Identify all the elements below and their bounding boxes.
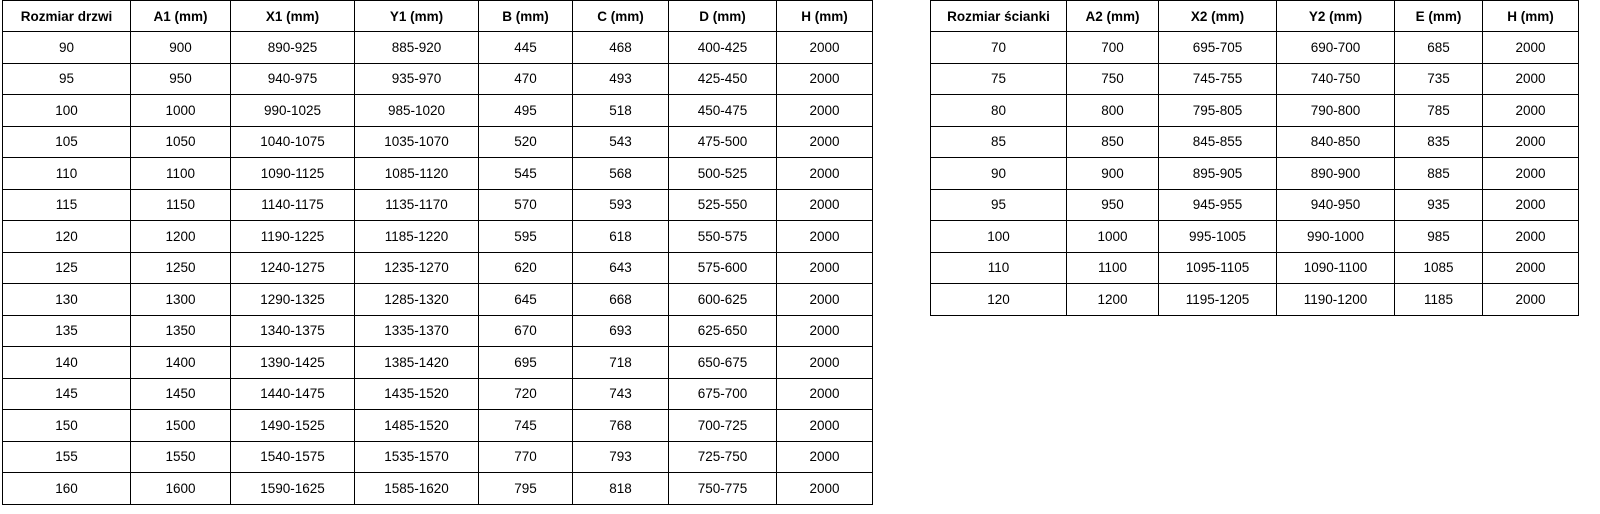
table-cell: 1385-1420: [355, 347, 479, 379]
doors-table-header: [3, 1, 873, 32]
table-cell: 1090-1125: [231, 158, 355, 190]
table-cell: 100: [3, 95, 131, 127]
table-cell: 90: [931, 158, 1067, 190]
table-cell: 575-600: [669, 252, 777, 284]
table-row: [3, 221, 873, 253]
table-row: [3, 95, 873, 127]
table-cell: 1035-1070: [355, 126, 479, 158]
table-cell: 2000: [777, 126, 873, 158]
table-cell: 75: [931, 63, 1067, 95]
table-cell: 950: [1067, 189, 1159, 221]
table-cell: 1140-1175: [231, 189, 355, 221]
table-cell: 120: [931, 284, 1067, 316]
table-cell: 695-705: [1159, 32, 1277, 64]
table-cell: 1550: [131, 441, 231, 473]
table-cell: 130: [3, 284, 131, 316]
table-cell: 475-500: [669, 126, 777, 158]
table-cell: 735: [1395, 63, 1483, 95]
walls-dimensions-table: [930, 0, 1579, 316]
table-cell: 2000: [1483, 126, 1579, 158]
table-cell: 1335-1370: [355, 315, 479, 347]
table-cell: 845-855: [1159, 126, 1277, 158]
table-cell: 670: [479, 315, 573, 347]
table-cell: 2000: [777, 378, 873, 410]
table-cell: 2000: [777, 252, 873, 284]
table-cell: 595: [479, 221, 573, 253]
table-cell: 1190-1200: [1277, 284, 1395, 316]
table-row: [931, 284, 1579, 316]
table-cell: 2000: [1483, 32, 1579, 64]
table-cell: 1500: [131, 410, 231, 442]
table-cell: 1540-1575: [231, 441, 355, 473]
table-cell: 990-1025: [231, 95, 355, 127]
table-cell: 1135-1170: [355, 189, 479, 221]
table-cell: 90: [3, 32, 131, 64]
doors-column-header: C (mm): [573, 1, 669, 32]
table-cell: 110: [931, 252, 1067, 284]
table-cell: 95: [3, 63, 131, 95]
table-cell: 543: [573, 126, 669, 158]
table-cell: 725-750: [669, 441, 777, 473]
table-row: [931, 221, 1579, 253]
table-cell: 900: [131, 32, 231, 64]
table-cell: 840-850: [1277, 126, 1395, 158]
table-cell: 745: [479, 410, 573, 442]
doors-column-header: B (mm): [479, 1, 573, 32]
table-cell: 600-625: [669, 284, 777, 316]
table-cell: 835: [1395, 126, 1483, 158]
table-cell: 795-805: [1159, 95, 1277, 127]
table-cell: 1235-1270: [355, 252, 479, 284]
table-cell: 1095-1105: [1159, 252, 1277, 284]
table-cell: 500-525: [669, 158, 777, 190]
table-cell: 425-450: [669, 63, 777, 95]
table-cell: 985-1020: [355, 95, 479, 127]
table-cell: 2000: [777, 63, 873, 95]
table-cell: 545: [479, 158, 573, 190]
table-cell: 495: [479, 95, 573, 127]
table-row: [931, 95, 1579, 127]
table-cell: 100: [931, 221, 1067, 253]
walls-column-header: X2 (mm): [1159, 1, 1277, 32]
table-cell: 2000: [1483, 158, 1579, 190]
table-cell: 740-750: [1277, 63, 1395, 95]
table-cell: 1435-1520: [355, 378, 479, 410]
table-cell: 693: [573, 315, 669, 347]
table-cell: 990-1000: [1277, 221, 1395, 253]
table-row: [3, 347, 873, 379]
table-cell: 2000: [1483, 189, 1579, 221]
table-cell: 593: [573, 189, 669, 221]
table-cell: 1300: [131, 284, 231, 316]
table-cell: 2000: [777, 189, 873, 221]
table-cell: 1100: [1067, 252, 1159, 284]
table-cell: 700: [1067, 32, 1159, 64]
table-row: [3, 32, 873, 64]
walls-column-header: Rozmiar ścianki: [931, 1, 1067, 32]
table-cell: 155: [3, 441, 131, 473]
table-cell: 2000: [1483, 63, 1579, 95]
table-cell: 645: [479, 284, 573, 316]
table-cell: 1240-1275: [231, 252, 355, 284]
doors-column-header: Rozmiar drzwi: [3, 1, 131, 32]
table-cell: 1390-1425: [231, 347, 355, 379]
table-header-row: [3, 1, 873, 32]
table-cell: 945-955: [1159, 189, 1277, 221]
table-cell: 1000: [131, 95, 231, 127]
table-row: [3, 378, 873, 410]
table-cell: 625-650: [669, 315, 777, 347]
table-cell: 940-950: [1277, 189, 1395, 221]
table-cell: 1440-1475: [231, 378, 355, 410]
table-cell: 1040-1075: [231, 126, 355, 158]
table-cell: 95: [931, 189, 1067, 221]
table-cell: 643: [573, 252, 669, 284]
table-cell: 818: [573, 473, 669, 505]
table-cell: 2000: [777, 32, 873, 64]
table-cell: 2000: [777, 441, 873, 473]
table-cell: 790-800: [1277, 95, 1395, 127]
table-cell: 1600: [131, 473, 231, 505]
table-cell: 120: [3, 221, 131, 253]
doors-column-header: D (mm): [669, 1, 777, 32]
table-cell: 850: [1067, 126, 1159, 158]
table-cell: 1340-1375: [231, 315, 355, 347]
table-cell: 1085: [1395, 252, 1483, 284]
walls-column-header: H (mm): [1483, 1, 1579, 32]
table-cell: 1285-1320: [355, 284, 479, 316]
table-cell: 795: [479, 473, 573, 505]
table-row: [3, 315, 873, 347]
walls-column-header: E (mm): [1395, 1, 1483, 32]
table-cell: 2000: [777, 95, 873, 127]
table-cell: 950: [131, 63, 231, 95]
table-cell: 160: [3, 473, 131, 505]
walls-table-header: [931, 1, 1579, 32]
table-cell: 1535-1570: [355, 441, 479, 473]
doors-column-header: H (mm): [777, 1, 873, 32]
table-cell: 150: [3, 410, 131, 442]
table-header-row: [931, 1, 1579, 32]
table-cell: 1050: [131, 126, 231, 158]
doors-dimensions-table: [2, 0, 873, 505]
table-cell: 1290-1325: [231, 284, 355, 316]
table-cell: 2000: [777, 473, 873, 505]
table-row: [3, 158, 873, 190]
doors-column-header: Y1 (mm): [355, 1, 479, 32]
table-cell: 2000: [777, 221, 873, 253]
table-cell: 695: [479, 347, 573, 379]
table-row: [3, 473, 873, 505]
table-row: [931, 126, 1579, 158]
table-cell: 743: [573, 378, 669, 410]
walls-table-body: [931, 32, 1579, 316]
table-row: [3, 189, 873, 221]
table-row: [3, 410, 873, 442]
walls-column-header: Y2 (mm): [1277, 1, 1395, 32]
table-cell: 668: [573, 284, 669, 316]
table-cell: 105: [3, 126, 131, 158]
table-cell: 145: [3, 378, 131, 410]
table-row: [3, 252, 873, 284]
table-cell: 1590-1625: [231, 473, 355, 505]
table-cell: 1195-1205: [1159, 284, 1277, 316]
table-cell: 2000: [1483, 95, 1579, 127]
table-cell: 895-905: [1159, 158, 1277, 190]
table-cell: 468: [573, 32, 669, 64]
table-cell: 1450: [131, 378, 231, 410]
table-cell: 470: [479, 63, 573, 95]
table-cell: 450-475: [669, 95, 777, 127]
table-cell: 985: [1395, 221, 1483, 253]
table-cell: 115: [3, 189, 131, 221]
table-cell: 618: [573, 221, 669, 253]
table-cell: 525-550: [669, 189, 777, 221]
table-cell: 650-675: [669, 347, 777, 379]
table-cell: 140: [3, 347, 131, 379]
table-cell: 1185: [1395, 284, 1483, 316]
table-cell: 1350: [131, 315, 231, 347]
table-cell: 793: [573, 441, 669, 473]
doors-dimensions-table-container: [2, 0, 873, 505]
table-cell: 1185-1220: [355, 221, 479, 253]
table-cell: 940-975: [231, 63, 355, 95]
walls-column-header: A2 (mm): [1067, 1, 1159, 32]
table-cell: 675-700: [669, 378, 777, 410]
table-cell: 1000: [1067, 221, 1159, 253]
table-cell: 1200: [131, 221, 231, 253]
table-cell: 745-755: [1159, 63, 1277, 95]
table-cell: 700-725: [669, 410, 777, 442]
table-cell: 900: [1067, 158, 1159, 190]
table-cell: 2000: [777, 284, 873, 316]
table-cell: 2000: [777, 410, 873, 442]
table-cell: 935-970: [355, 63, 479, 95]
table-cell: 720: [479, 378, 573, 410]
table-cell: 2000: [1483, 252, 1579, 284]
table-cell: 995-1005: [1159, 221, 1277, 253]
table-cell: 690-700: [1277, 32, 1395, 64]
table-cell: 2000: [1483, 284, 1579, 316]
table-cell: 1090-1100: [1277, 252, 1395, 284]
table-cell: 110: [3, 158, 131, 190]
doors-column-header: A1 (mm): [131, 1, 231, 32]
table-cell: 750-775: [669, 473, 777, 505]
table-cell: 750: [1067, 63, 1159, 95]
table-cell: 135: [3, 315, 131, 347]
table-cell: 685: [1395, 32, 1483, 64]
table-cell: 768: [573, 410, 669, 442]
table-cell: 1200: [1067, 284, 1159, 316]
table-cell: 620: [479, 252, 573, 284]
table-row: [3, 284, 873, 316]
table-cell: 2000: [1483, 221, 1579, 253]
table-cell: 445: [479, 32, 573, 64]
table-cell: 1190-1225: [231, 221, 355, 253]
table-row: [931, 252, 1579, 284]
table-cell: 785: [1395, 95, 1483, 127]
table-cell: 890-925: [231, 32, 355, 64]
table-cell: 493: [573, 63, 669, 95]
table-cell: 1400: [131, 347, 231, 379]
table-row: [931, 158, 1579, 190]
table-cell: 568: [573, 158, 669, 190]
table-cell: 1485-1520: [355, 410, 479, 442]
table-cell: 518: [573, 95, 669, 127]
table-cell: 1085-1120: [355, 158, 479, 190]
table-cell: 890-900: [1277, 158, 1395, 190]
table-cell: 570: [479, 189, 573, 221]
walls-dimensions-table-container: [930, 0, 1579, 316]
table-cell: 800: [1067, 95, 1159, 127]
table-row: [3, 441, 873, 473]
table-cell: 770: [479, 441, 573, 473]
table-cell: 1100: [131, 158, 231, 190]
table-cell: 2000: [777, 315, 873, 347]
table-cell: 400-425: [669, 32, 777, 64]
table-cell: 520: [479, 126, 573, 158]
table-row: [931, 189, 1579, 221]
table-cell: 2000: [777, 347, 873, 379]
table-row: [931, 32, 1579, 64]
table-cell: 885: [1395, 158, 1483, 190]
table-row: [931, 63, 1579, 95]
table-cell: 1250: [131, 252, 231, 284]
table-cell: 718: [573, 347, 669, 379]
doors-table-body: [3, 32, 873, 505]
table-cell: 1585-1620: [355, 473, 479, 505]
table-cell: 85: [931, 126, 1067, 158]
table-cell: 125: [3, 252, 131, 284]
table-cell: 1490-1525: [231, 410, 355, 442]
table-cell: 935: [1395, 189, 1483, 221]
table-row: [3, 126, 873, 158]
table-cell: 70: [931, 32, 1067, 64]
table-row: [3, 63, 873, 95]
table-cell: 1150: [131, 189, 231, 221]
doors-column-header: X1 (mm): [231, 1, 355, 32]
table-cell: 2000: [777, 158, 873, 190]
table-cell: 885-920: [355, 32, 479, 64]
table-cell: 80: [931, 95, 1067, 127]
table-cell: 550-575: [669, 221, 777, 253]
